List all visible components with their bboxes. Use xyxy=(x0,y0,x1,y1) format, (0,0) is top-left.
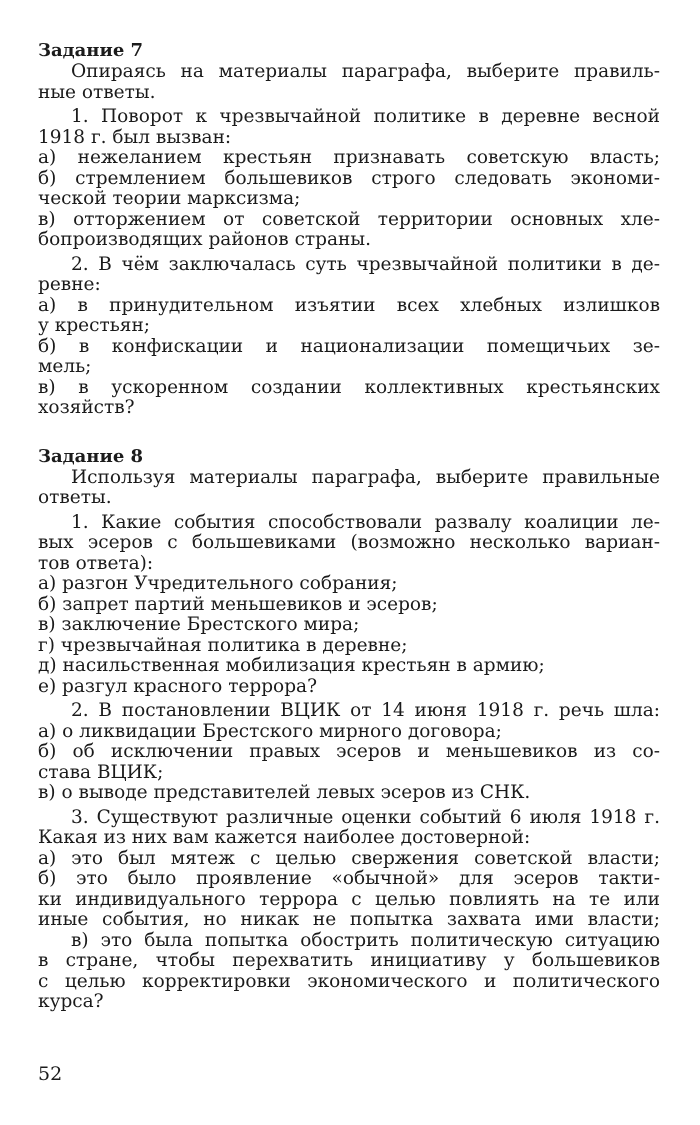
answer-option: ки индивидуального террора с целью повлиять на те или xyxy=(38,888,660,910)
question-1 xyxy=(38,107,660,251)
question-line: 2. В чём заключалась суть чрезвычайной политики в де- xyxy=(71,253,660,275)
answer-option: в) в ускоренном создании коллективных крестьянских xyxy=(38,376,660,398)
answer-option: хозяйств? xyxy=(38,397,135,418)
answer-option: у крестьян; xyxy=(38,315,151,336)
task-7 xyxy=(38,40,660,419)
question-3 xyxy=(38,808,660,1013)
answer-option: мель; xyxy=(38,356,92,377)
question-line: ревне: xyxy=(38,274,101,295)
question-line: 1. Какие события способствовали развалу коалиции ле- xyxy=(71,511,660,533)
answer-option: а) в принудительном изъятии всех хлебных излишков xyxy=(38,294,660,316)
task-intro-line: ответы. xyxy=(38,487,112,508)
answer-option: курса? xyxy=(38,991,104,1012)
answer-option: б) запрет партий меньшевиков и эсеров; xyxy=(38,593,438,615)
question-2 xyxy=(38,701,660,804)
answer-option: а) разгон Учредительного собрания; xyxy=(38,573,398,594)
answer-option: с целью корректировки экономического и политического xyxy=(38,970,660,992)
task-intro-line: Используя материалы параграфа, выберите правильные xyxy=(71,466,660,488)
question-line: 3. Существуют различные оценки событий 6 июля 1918 г. xyxy=(71,806,660,828)
question-1 xyxy=(38,513,660,698)
question-2 xyxy=(38,255,660,419)
question-line: 1. Поворот к чрезвычайной политике в деревне весной xyxy=(71,106,660,127)
answer-option: е) разгул красного террора? xyxy=(38,675,317,697)
question-line: Какая из них вам кажется наиболее достоверной: xyxy=(38,827,531,848)
answer-option: а) это был мятеж с целью свержения советской власти; xyxy=(38,847,660,869)
answer-option: д) насильственная мобилизация крестьян в армию; xyxy=(38,655,545,676)
answer-option: в) заключение Брестского мира; xyxy=(38,614,360,635)
task-intro-line: Опираясь на материалы параграфа, выберите правиль- xyxy=(71,61,660,82)
task-title: Задание 8 xyxy=(38,445,144,467)
answer-option: в) отторжением от советской территории основных хле- xyxy=(38,208,660,230)
answer-option: става ВЦИК; xyxy=(38,761,164,783)
answer-option: в) это была попытка обострить политическую ситуацию xyxy=(71,929,660,951)
task-title: Задание 7 xyxy=(38,40,144,61)
answer-option: б) это было проявление «обычной» для эсеров такти- xyxy=(38,868,660,889)
answer-option: б) стремлением большевиков строго следовать экономи- xyxy=(38,167,660,189)
question-line: 2. В постановлении ВЦИК от 14 июня 1918 г. речь шла: xyxy=(71,700,660,721)
question-line: 1918 г. был вызван: xyxy=(38,126,232,148)
answer-option: б) об исключении правых эсеров и меньшевиков из со- xyxy=(38,741,660,762)
answer-option: а) нежеланием крестьян признавать советскую власть; xyxy=(38,147,660,168)
page-content xyxy=(38,40,660,1013)
answer-option: бопроизводящих районов страны. xyxy=(38,229,371,250)
answer-option: ческой теории марксизма; xyxy=(38,188,301,209)
answer-option: в стране, чтобы перехватить инициативу у большевиков xyxy=(38,950,660,971)
answer-option: б) в конфискации и национализации помещичьих зе- xyxy=(38,335,660,357)
question-line: вых эсеров с большевиками (возможно несколько вариан- xyxy=(38,532,660,553)
answer-option: в) о выводе представителей левых эсеров из СНК. xyxy=(38,782,531,803)
page-number: 52 xyxy=(38,1063,63,1085)
question-line: тов ответа): xyxy=(38,552,154,574)
answer-option: г) чрезвычайная политика в деревне; xyxy=(38,634,408,656)
answer-option: а) о ликвидации Брестского мирного договора; xyxy=(38,720,502,742)
task-8 xyxy=(38,446,660,1013)
task-intro-line: ные ответы. xyxy=(38,81,156,103)
answer-option: иные события, но никак не попытка захвата ими власти; xyxy=(38,909,660,930)
